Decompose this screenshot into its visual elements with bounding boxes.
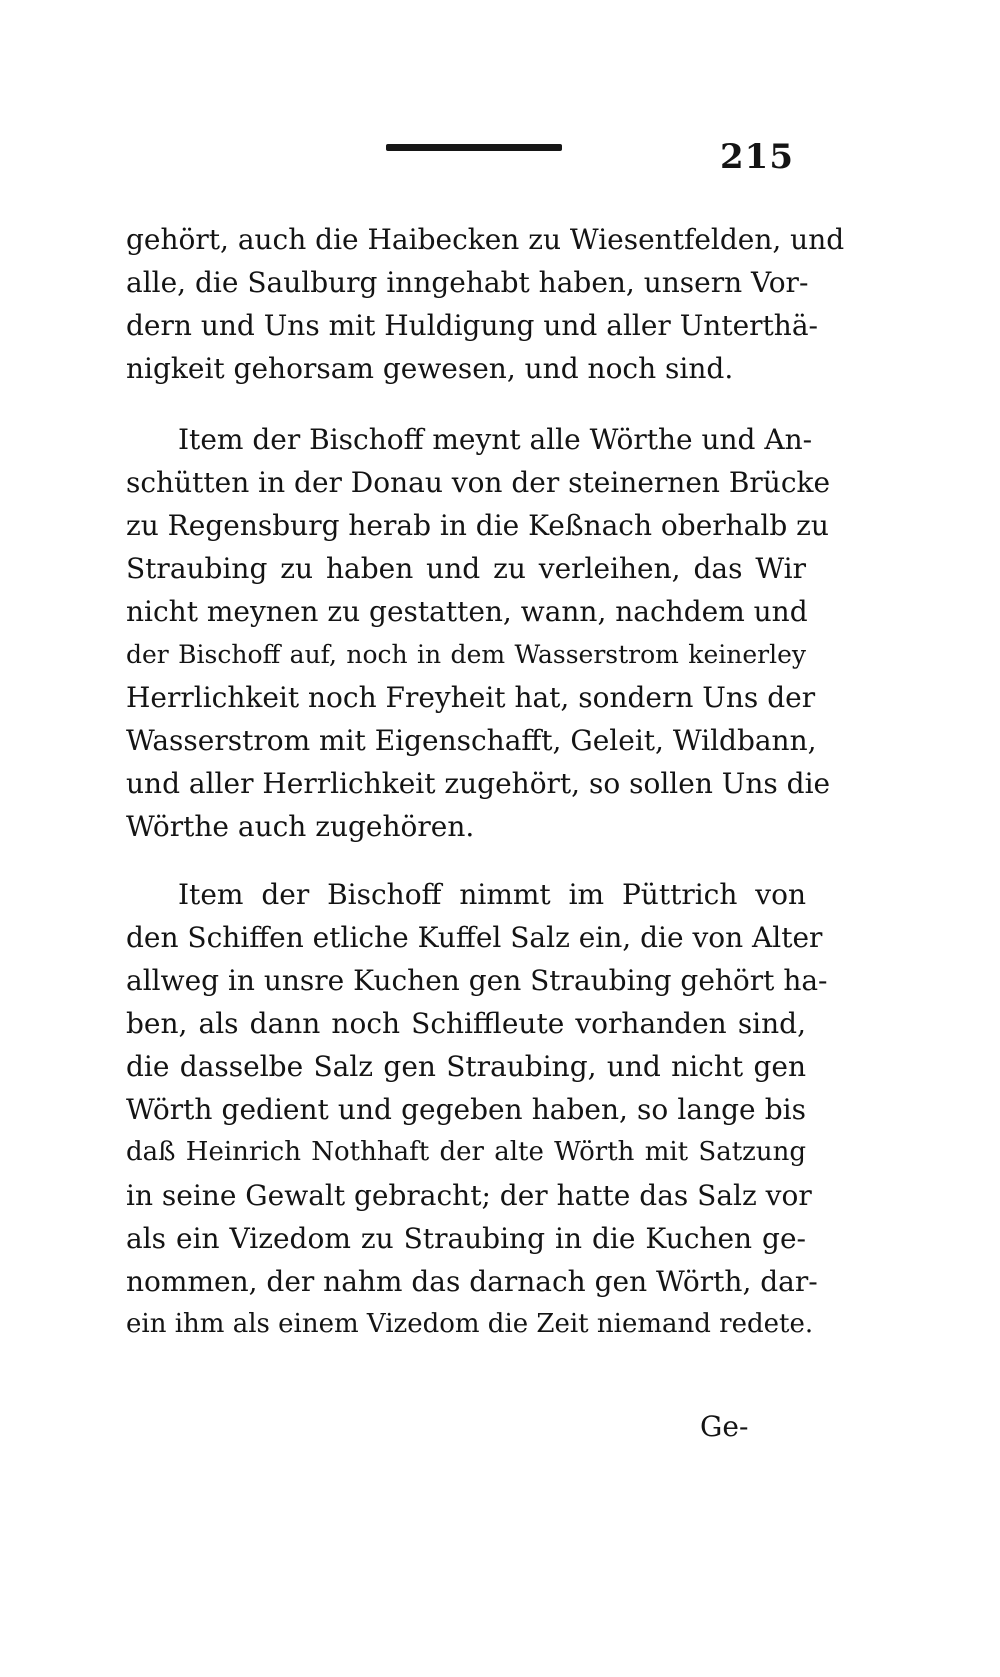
text-line: ein ihm als einem Vizedom die Zeit niemand redete. [126, 1309, 814, 1339]
text-line: nigkeit gehorsam gewesen, und noch sind. [126, 352, 734, 385]
paragraph-1 [126, 218, 845, 390]
text-line: schütten in der Donau von der steinernen Brücke [126, 466, 831, 499]
paragraph-2 [126, 418, 831, 848]
header-rule [386, 144, 562, 151]
text-line: Item der Bischoff nimmt im Püttrich von [178, 878, 806, 911]
text-line: nicht meynen zu gestatten, wann, nachdem und [126, 595, 808, 628]
catchword: Ge- [700, 1410, 749, 1443]
paragraph-3 [126, 873, 828, 1346]
text-line: gehört, auch die Haibecken zu Wiesentfelden, und [126, 223, 845, 256]
text-line: daß Heinrich Nothhaft der alte Wörth mit Satzung [126, 1137, 806, 1167]
text-line: Herrlichkeit noch Freyheit hat, sondern Uns der [126, 681, 816, 714]
text-line: ben, als dann noch Schiffleute vorhanden sind, [126, 1007, 806, 1040]
text-line: und aller Herrlichkeit zugehört, so sollen Uns die [126, 767, 831, 800]
text-line: zu Regensburg herab in die Keßnach oberhalb zu [126, 509, 829, 542]
text-line: alle, die Saulburg inngehabt haben, unsern Vor- [126, 266, 809, 299]
text-line: den Schiffen etliche Kuffel Salz ein, die von Alter [126, 921, 823, 954]
text-line: Straubing zu haben und zu verleihen, das Wir [126, 552, 806, 585]
text-line: nommen, der nahm das darnach gen Wörth, dar- [126, 1265, 818, 1298]
text-line: die dasselbe Salz gen Straubing, und nicht gen [126, 1050, 806, 1083]
text-line: allweg in unsre Kuchen gen Straubing gehört ha- [126, 964, 828, 997]
text-line: als ein Vizedom zu Straubing in die Kuchen ge- [126, 1222, 806, 1255]
text-line: Wörth gedient und gegeben haben, so lange bis [126, 1093, 806, 1126]
text-line: Wörthe auch zugehören. [126, 810, 475, 843]
text-line: in seine Gewalt gebracht; der hatte das Salz vor [126, 1179, 812, 1212]
text-line: Wasserstrom mit Eigenschafft, Geleit, Wildbann, [126, 724, 817, 757]
text-line: dern und Uns mit Huldigung und aller Unterthä- [126, 309, 818, 342]
text-line: Item der Bischoff meynt alle Wörthe und An- [178, 423, 813, 456]
page-number: 215 [720, 137, 794, 177]
text-line: der Bischoff auf, noch in dem Wasserstrom keinerley [126, 640, 806, 669]
